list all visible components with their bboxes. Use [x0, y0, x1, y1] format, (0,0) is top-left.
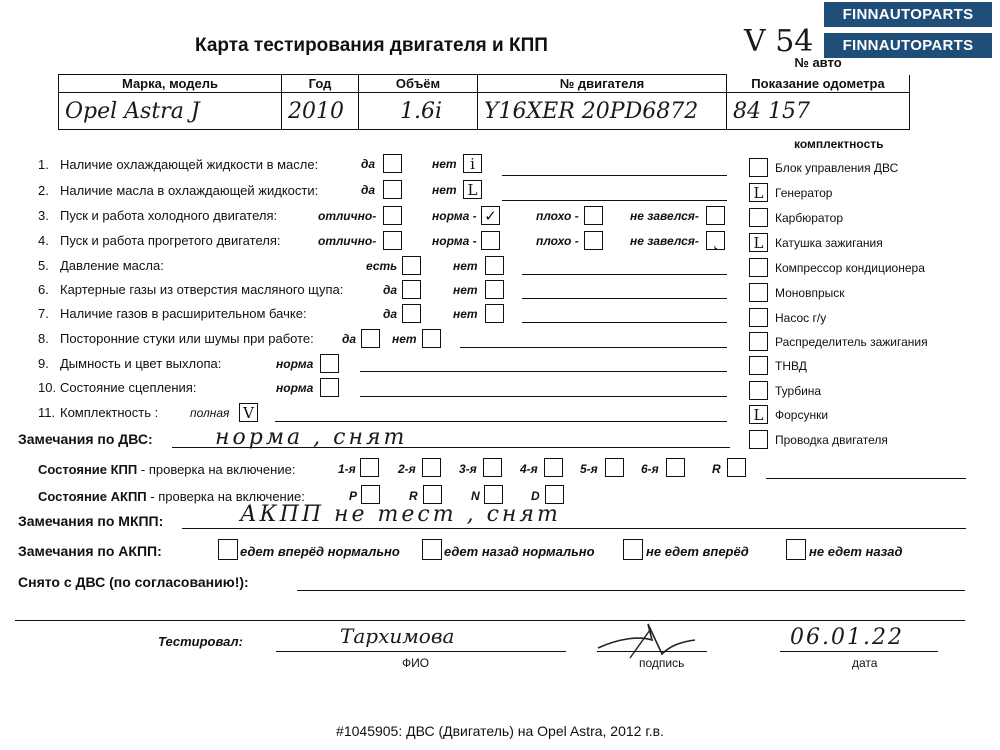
akpp-no-forward-checkbox[interactable]: [623, 539, 643, 560]
kompl-checkbox[interactable]: [749, 430, 768, 449]
kpp-suffix: - проверка на включение:: [140, 462, 296, 477]
q4-number: 4.: [38, 233, 49, 248]
q4-nostart-label: не завелся-: [630, 234, 699, 248]
q4-label: Пуск и работа прогретого двигателя:: [60, 233, 281, 248]
akpp-no-backward-checkbox[interactable]: [786, 539, 806, 560]
q8-yes-checkbox[interactable]: [361, 329, 380, 348]
q2-yes-label: да: [361, 183, 376, 197]
kompl-checkbox[interactable]: [749, 258, 768, 277]
q5-label: Давление масла:: [60, 258, 164, 273]
q6-yes-label: да: [383, 283, 398, 297]
q8-label: Посторонние стуки или шумы при работе:: [60, 331, 314, 346]
signature-line: [597, 651, 707, 652]
q11-full-label: полная: [190, 406, 230, 420]
gear-4-label: 4-я: [520, 462, 538, 476]
kompl-item-label: Распределитель зажигания: [775, 335, 928, 349]
q6-no-label: нет: [453, 283, 478, 297]
kpp-remark-line: [766, 478, 966, 479]
akpp-label: Состояние АКПП: [38, 489, 147, 504]
q5-remark-line: [522, 274, 727, 275]
kompl-item-label: Компрессор кондиционера: [775, 261, 925, 275]
col-auto-no-header: № авто: [794, 54, 842, 70]
gear-3-label: 3-я: [459, 462, 477, 476]
removed-line-1: [297, 590, 965, 591]
q8-number: 8.: [38, 331, 49, 346]
gear-2-checkbox[interactable]: [422, 458, 441, 477]
q7-yes-label: да: [383, 307, 398, 321]
q5-exists-label: есть: [366, 259, 398, 273]
gear-3-checkbox[interactable]: [483, 458, 502, 477]
corner-mark: V 54: [744, 24, 814, 59]
q9-normal-checkbox[interactable]: [320, 354, 339, 373]
q3-normal-label: норма -: [432, 209, 477, 223]
q3-nostart-checkbox[interactable]: [706, 206, 725, 225]
q11-number: 11.: [38, 405, 56, 420]
signature-stroke: [598, 624, 695, 654]
akpp-suffix: - проверка на включение:: [150, 489, 305, 504]
gear-5-checkbox[interactable]: [605, 458, 624, 477]
mkpp-remarks-line: [182, 528, 966, 529]
q1-yes-checkbox[interactable]: [383, 154, 402, 173]
gear-1-checkbox[interactable]: [360, 458, 379, 477]
q9-number: 9.: [38, 356, 49, 371]
kompl-checkbox[interactable]: [749, 381, 768, 400]
col-odometer-label: Показание одометра: [751, 75, 885, 91]
kompl-item-label: Моновпрыск: [775, 286, 845, 300]
q10-normal-label: норма: [276, 381, 314, 395]
signature-stroke-2: [630, 630, 650, 658]
document-title: Карта тестирования двигателя и КПП: [195, 35, 548, 56]
akpp-no-backward-label: не едет назад: [809, 544, 903, 559]
kompl-item-label: Проводка двигателя: [775, 433, 888, 447]
q7-label: Наличие газов в расширительном бачке:: [60, 306, 307, 321]
q9-label: Дымность и цвет выхлопа:: [60, 356, 222, 371]
q2-no-label: нет: [432, 183, 457, 197]
q11-label: Комплектность :: [60, 405, 159, 420]
q6-number: 6.: [38, 282, 49, 297]
fio-label: ФИО: [402, 656, 430, 670]
q10-number: 10.: [38, 380, 57, 395]
q3-excellent-label: отлично-: [318, 209, 377, 223]
kompl-checkbox[interactable]: [749, 158, 768, 177]
gear-1-label: 1-я: [338, 462, 356, 476]
q4-nostart-checkbox[interactable]: ˛: [706, 231, 725, 250]
q1-no-label: нет: [432, 157, 457, 171]
q6-remark-line: [522, 298, 727, 299]
kompl-item-label: Генератор: [775, 186, 833, 200]
removed-label: Снято с ДВС (по согласованию!):: [18, 574, 249, 590]
gear-2-label: 2-я: [398, 462, 416, 476]
q1-remark-line: [502, 175, 727, 176]
fio-value: Тархимова: [340, 624, 455, 648]
q1-yes-label: да: [361, 157, 376, 171]
kompl-item-label: Насос г/у: [775, 311, 827, 325]
kompl-item-label: Форсунки: [775, 408, 829, 422]
q1-number: 1.: [38, 157, 49, 172]
q3-normal-checkbox[interactable]: ✓: [481, 206, 500, 225]
kompl-item-label: Карбюратор: [775, 211, 844, 225]
q7-no-checkbox[interactable]: [485, 304, 504, 323]
q11-remark-line: [275, 421, 727, 422]
q2-number: 2.: [38, 183, 49, 198]
date-label: дата: [852, 656, 878, 670]
gear-r-label: R: [712, 462, 721, 476]
fio-line: [276, 651, 566, 652]
kompl-checkbox[interactable]: L: [749, 183, 768, 202]
akpp-backward-normal-checkbox[interactable]: [422, 539, 442, 560]
q10-label: Состояние сцепления:: [60, 380, 197, 395]
akpp-forward-normal-checkbox[interactable]: [218, 539, 238, 560]
q11-full-checkbox[interactable]: V: [239, 403, 258, 422]
kompl-item-label: Турбина: [775, 384, 822, 398]
volume-value: 1.6i: [359, 93, 478, 130]
dvs-remarks-value: норма , снят: [215, 425, 408, 450]
q10-remark-line: [360, 396, 727, 397]
q2-no-checkbox[interactable]: L: [463, 180, 482, 199]
akpp-no-forward-label: не едет вперёд: [646, 544, 749, 559]
q7-yes-checkbox[interactable]: [402, 304, 421, 323]
q8-no-checkbox[interactable]: [422, 329, 441, 348]
kompl-checkbox[interactable]: [749, 356, 768, 375]
q9-normal-label: норма: [276, 357, 314, 371]
kompl-checkbox[interactable]: [749, 308, 768, 327]
q1-no-checkbox[interactable]: i: [463, 154, 482, 173]
col-odometer-header: [727, 54, 910, 93]
q7-number: 7.: [38, 306, 49, 321]
q2-remark-line: [502, 200, 727, 201]
q3-bad-checkbox[interactable]: [584, 206, 603, 225]
kompl-checkbox[interactable]: L: [749, 405, 768, 424]
dvs-remarks-line: [172, 447, 730, 448]
q7-remark-line: [522, 322, 727, 323]
gear-6-checkbox[interactable]: [666, 458, 685, 477]
q6-no-checkbox[interactable]: [485, 280, 504, 299]
vehicle-header-table: [58, 54, 910, 130]
date-line: [780, 651, 938, 652]
mkpp-remarks-value: АКПП не тест , снят: [240, 502, 561, 527]
q2-label: Наличие масла в охлаждающей жидкости:: [60, 183, 319, 198]
q6-label: Картерные газы из отверстия масляного щупа:: [60, 282, 344, 297]
q3-nostart-label: не завелся-: [630, 209, 699, 223]
q5-no-label: нет: [453, 259, 478, 273]
date-value: 06.01.22: [790, 625, 904, 650]
q4-normal-label: норма -: [432, 234, 477, 248]
kpp-label: Состояние КПП: [38, 462, 138, 477]
q3-label: Пуск и работа холодного двигателя:: [60, 208, 278, 223]
q4-excellent-checkbox[interactable]: [383, 231, 402, 250]
akpp-forward-normal-label: едет вперёд нормально: [240, 544, 400, 559]
col-engine-no-header: № двигателя: [478, 75, 727, 93]
akpp-remarks-label: Замечания по АКПП:: [18, 543, 162, 559]
col-volume-header: Объём: [359, 75, 478, 93]
kompl-checkbox[interactable]: [749, 208, 768, 227]
tested-label: Тестировал:: [158, 634, 243, 649]
q6-yes-checkbox[interactable]: [402, 280, 421, 299]
kompl-item-label: Катушка зажигания: [775, 236, 883, 250]
q3-number: 3.: [38, 208, 49, 223]
kompl-checkbox[interactable]: L: [749, 233, 768, 252]
col-year-header: Год: [282, 75, 359, 93]
year-value: 2010: [282, 93, 359, 130]
q4-normal-checkbox[interactable]: [481, 231, 500, 250]
q8-yes-label: да: [342, 332, 357, 346]
q5-number: 5.: [38, 258, 49, 273]
engine-no-value: Y16XER 20PD6872: [478, 93, 727, 130]
watermark-logo: FINNAUTOPARTS: [824, 2, 992, 27]
akpp-n-label: N: [471, 489, 480, 503]
q4-bad-label: плохо -: [536, 234, 579, 248]
gear-6-label: 6-я: [641, 462, 659, 476]
q9-remark-line: [360, 371, 727, 372]
mkpp-remarks-label: Замечания по МКПП:: [18, 513, 164, 529]
q2-yes-checkbox[interactable]: [383, 180, 402, 199]
q4-bad-checkbox[interactable]: [584, 231, 603, 250]
make-value: Opel Astra J: [59, 93, 282, 130]
q3-excellent-checkbox[interactable]: [383, 206, 402, 225]
dvs-remarks-label: Замечания по ДВС:: [18, 431, 153, 447]
kpp-check-label: [38, 462, 295, 477]
watermark-logo-2: FINNAUTOPARTS: [824, 33, 992, 58]
kompl-heading: комплектность: [794, 137, 884, 151]
kompl-checkbox[interactable]: [749, 332, 768, 351]
kompl-item-label: Блок управления ДВС: [775, 161, 899, 175]
q5-exists-checkbox[interactable]: [402, 256, 421, 275]
q7-no-label: нет: [453, 307, 478, 321]
q10-normal-checkbox[interactable]: [320, 378, 339, 397]
q1-label: Наличие охлаждающей жидкости в масле:: [60, 157, 319, 172]
akpp-r-label: R: [409, 489, 418, 503]
removed-line-2: [15, 620, 965, 621]
q4-excellent-label: отлично-: [318, 234, 377, 248]
gear-r-checkbox[interactable]: [727, 458, 746, 477]
odometer-value: 84 157: [727, 93, 910, 130]
gear-4-checkbox[interactable]: [544, 458, 563, 477]
akpp-backward-normal-label: едет назад нормально: [444, 544, 595, 559]
q5-no-checkbox[interactable]: [485, 256, 504, 275]
akpp-p-label: P: [349, 489, 358, 503]
q8-no-label: нет: [392, 332, 417, 346]
page-caption: #1045905: ДВС (Двигатель) на Opel Astra, 2012 г.в.: [336, 723, 664, 739]
gear-5-label: 5-я: [580, 462, 598, 476]
signature-label: подпись: [639, 656, 685, 670]
kompl-checkbox[interactable]: [749, 283, 768, 302]
akpp-d-label: D: [531, 489, 540, 503]
col-make-header: Марка, модель: [59, 75, 282, 93]
q3-bad-label: плохо -: [536, 209, 579, 223]
kompl-item-label: ТНВД: [775, 359, 807, 373]
q8-remark-line: [460, 347, 727, 348]
